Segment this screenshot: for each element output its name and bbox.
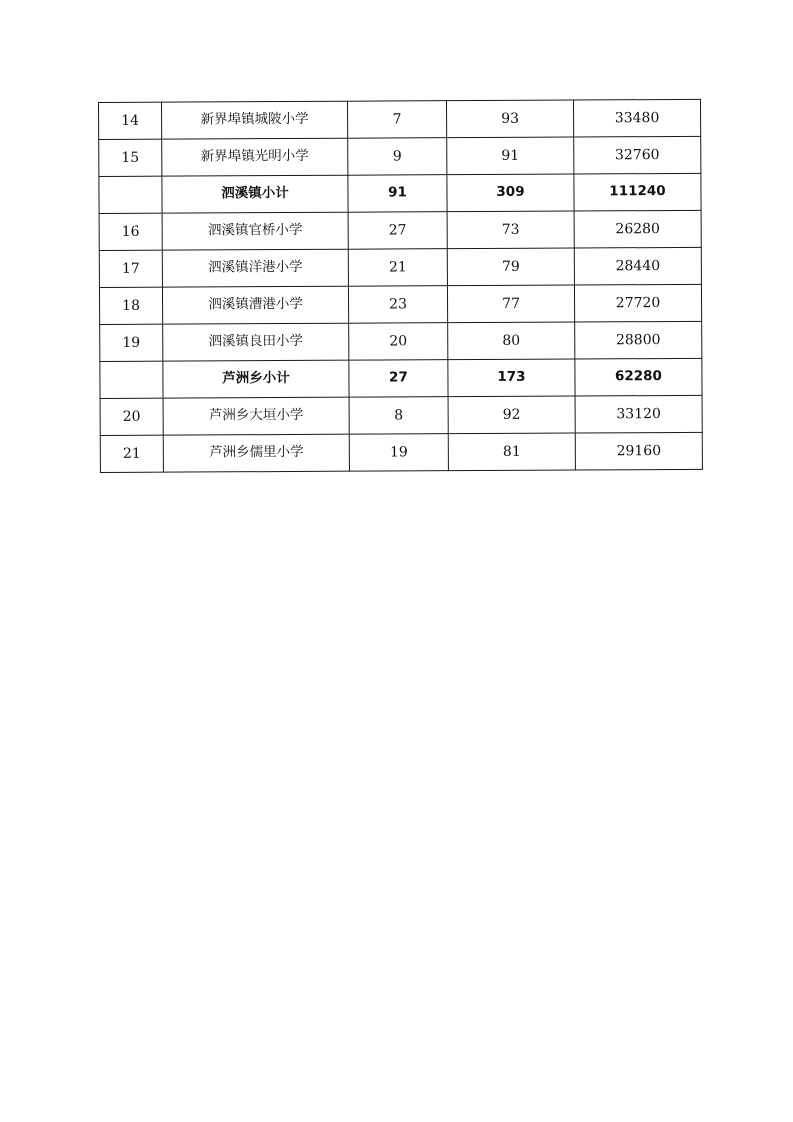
- school-name: 泗溪镇漕港小学: [162, 286, 348, 324]
- row-index: 20: [100, 398, 163, 435]
- row-index: 14: [99, 102, 162, 139]
- school-name: 新界埠镇光明小学: [162, 138, 348, 176]
- school-data-table: [98, 99, 703, 473]
- value-cell-c: 28440: [574, 247, 701, 285]
- table-row: [99, 210, 701, 250]
- row-index: [100, 361, 163, 398]
- value-cell-c: 33480: [573, 99, 700, 137]
- value-cell-c: 62280: [575, 358, 702, 396]
- school-name: 新界埠镇城陂小学: [162, 101, 348, 139]
- value-cell-b: 173: [448, 359, 575, 397]
- row-index: 17: [99, 250, 162, 287]
- value-cell-b: 79: [447, 248, 574, 286]
- value-cell-b: 93: [446, 100, 573, 138]
- row-index: 18: [99, 287, 162, 324]
- value-cell-c: 26280: [574, 210, 701, 248]
- school-name: 芦洲乡大垣小学: [163, 397, 349, 435]
- value-cell-b: 309: [447, 174, 574, 212]
- row-index: 15: [99, 139, 162, 176]
- table-row: [100, 395, 702, 435]
- value-cell-a: 27: [348, 212, 447, 250]
- value-cell-b: 73: [447, 211, 574, 249]
- row-index: 16: [99, 213, 162, 250]
- table-row: [99, 247, 701, 287]
- value-cell-a: 8: [349, 397, 448, 435]
- table-row: [100, 321, 702, 361]
- value-cell-b: 80: [448, 322, 575, 360]
- table-row: [99, 99, 701, 139]
- row-index: [99, 176, 162, 213]
- value-cell-b: 81: [448, 433, 575, 471]
- value-cell-c: 33120: [575, 395, 702, 433]
- value-cell-c: 28800: [575, 321, 702, 359]
- value-cell-a: 9: [348, 138, 447, 176]
- subtotal-row: [99, 173, 701, 213]
- value-cell-c: 29160: [575, 432, 702, 470]
- value-cell-b: 77: [447, 285, 574, 323]
- value-cell-c: 27720: [574, 284, 701, 322]
- value-cell-a: 19: [349, 434, 448, 472]
- value-cell-a: 91: [348, 175, 447, 213]
- value-cell-c: 111240: [574, 173, 701, 211]
- value-cell-c: 32760: [574, 136, 701, 174]
- value-cell-b: 91: [447, 137, 574, 175]
- row-index: 21: [100, 435, 163, 472]
- value-cell-a: 7: [347, 101, 446, 139]
- table-row: [100, 432, 702, 472]
- school-name: 泗溪镇良田小学: [163, 323, 349, 361]
- school-name: 泗溪镇官桥小学: [162, 212, 348, 250]
- table-row: [99, 284, 701, 324]
- value-cell-a: 20: [349, 323, 448, 361]
- subtotal-label: 泗溪镇小计: [162, 175, 348, 213]
- value-cell-a: 23: [348, 286, 447, 324]
- subtotal-label: 芦洲乡小计: [163, 360, 349, 398]
- table-row: [99, 136, 701, 176]
- row-index: 19: [100, 324, 163, 361]
- value-cell-a: 21: [348, 249, 447, 287]
- value-cell-b: 92: [448, 396, 575, 434]
- value-cell-a: 27: [349, 360, 448, 398]
- school-name: 泗溪镇洋港小学: [162, 249, 348, 287]
- subtotal-row: [100, 358, 702, 398]
- school-name: 芦洲乡儒里小学: [163, 434, 349, 472]
